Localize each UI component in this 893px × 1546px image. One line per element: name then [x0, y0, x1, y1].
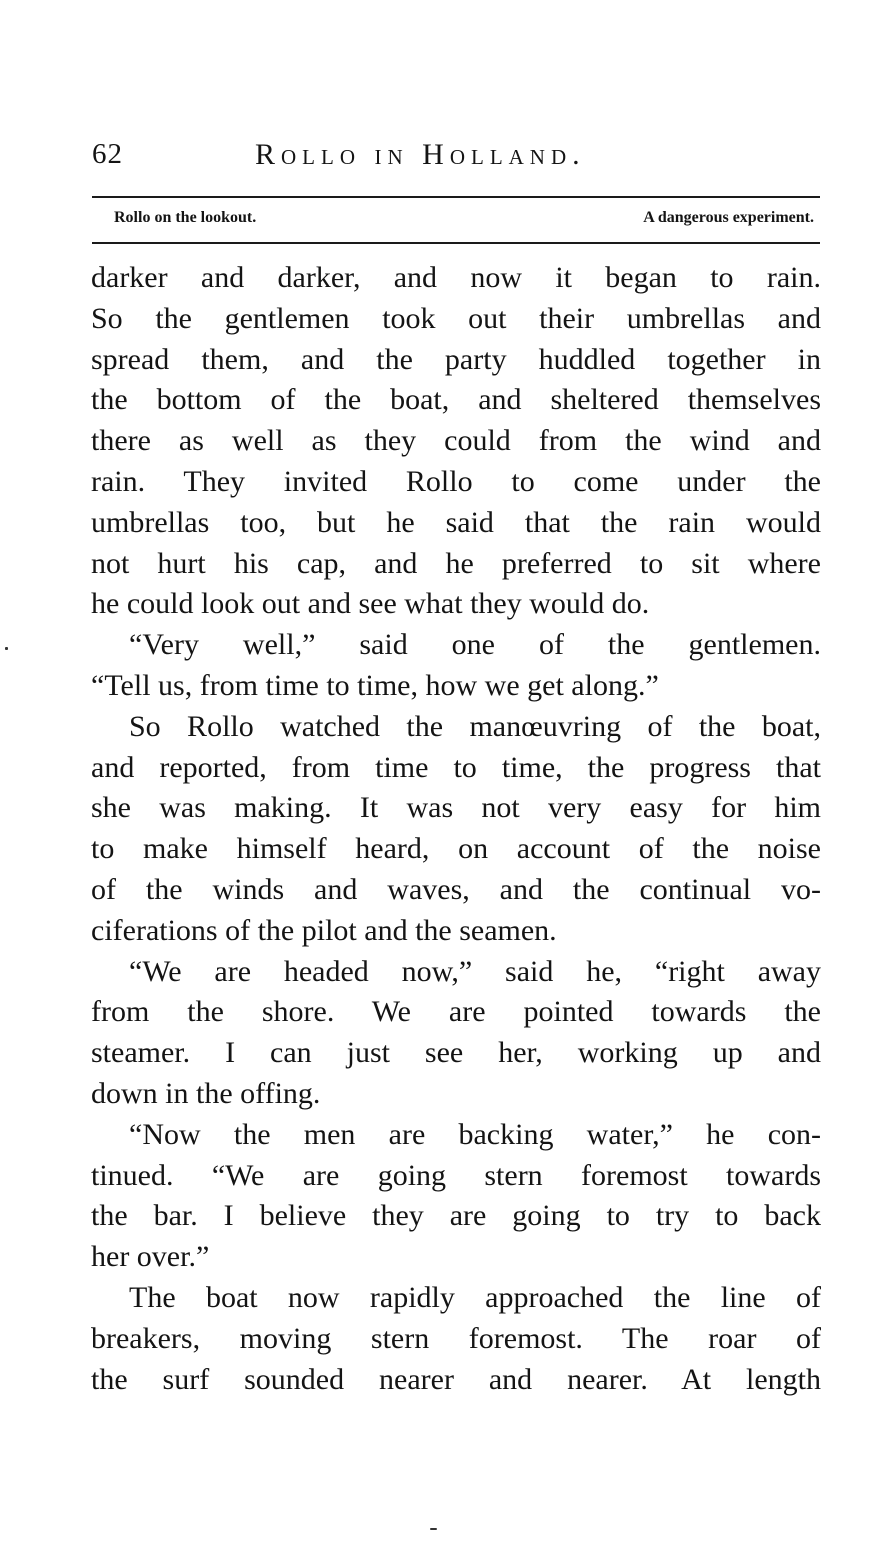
text-line: “Tell us, from time to time, how we get along.” — [91, 668, 659, 702]
print-speck — [5, 647, 8, 650]
text-line: the bottom of the boat, and sheltered themselves — [91, 383, 821, 417]
text-line: “Very well,” said one of the gentlemen. — [129, 628, 821, 662]
text-line: steamer. I can just see her, working up and — [91, 1036, 821, 1070]
body-text — [91, 258, 821, 1400]
text-line: The boat now rapidly approached the line of — [129, 1280, 821, 1314]
text-line: So Rollo watched the manœuvring of the boat, — [129, 709, 821, 743]
text-line: umbrellas too, but he said that the rain would — [91, 505, 821, 539]
subheads — [114, 209, 814, 233]
text-line: So the gentlemen took out their umbrellas and — [91, 301, 821, 335]
text-line: the surf sounded nearer and nearer. At length — [91, 1362, 821, 1396]
text-line: and reported, from time to time, the progress that — [91, 750, 821, 784]
text-line: she was making. It was not very easy for him — [91, 791, 821, 825]
text-line: rain. They invited Rollo to come under the — [91, 464, 821, 498]
text-line: her over.” — [91, 1240, 210, 1274]
header-rule-bottom — [92, 242, 820, 244]
text-line: not hurt his cap, and he preferred to sit where — [91, 546, 821, 580]
text-line: from the shore. We are pointed towards the — [91, 995, 821, 1029]
page-header — [92, 138, 820, 182]
subhead-right: A dangerous experiment. — [643, 209, 814, 226]
text-line: down in the offing. — [91, 1076, 321, 1110]
text-line: “Now the men are backing water,” he con- — [129, 1117, 821, 1151]
text-line: darker and darker, and now it began to rain. — [91, 261, 821, 294]
text-line: “We are headed now,” said he, “right away — [129, 954, 821, 988]
text-line: he could look out and see what they would do. — [91, 587, 650, 621]
print-speck — [430, 1528, 437, 1530]
text-line: tinued. “We are going stern foremost towards — [91, 1158, 821, 1192]
text-line: spread them, and the party huddled together in — [91, 342, 821, 376]
text-line: of the winds and waves, and the continual vo- — [91, 872, 821, 906]
text-line: to make himself heard, on account of the noise — [91, 832, 821, 866]
text-line: the bar. I believe they are going to try to back — [91, 1199, 821, 1233]
text-line: there as well as they could from the wind and — [91, 424, 821, 458]
subhead-left: Rollo on the lookout. — [114, 209, 257, 226]
text-line: breakers, moving stern foremost. The roar of — [91, 1321, 821, 1355]
text-line: ciferations of the pilot and the seamen. — [91, 913, 557, 947]
page-number: 62 — [92, 138, 123, 170]
header-rule-top — [92, 196, 820, 198]
running-title: Rollo in Holland. — [255, 138, 586, 171]
